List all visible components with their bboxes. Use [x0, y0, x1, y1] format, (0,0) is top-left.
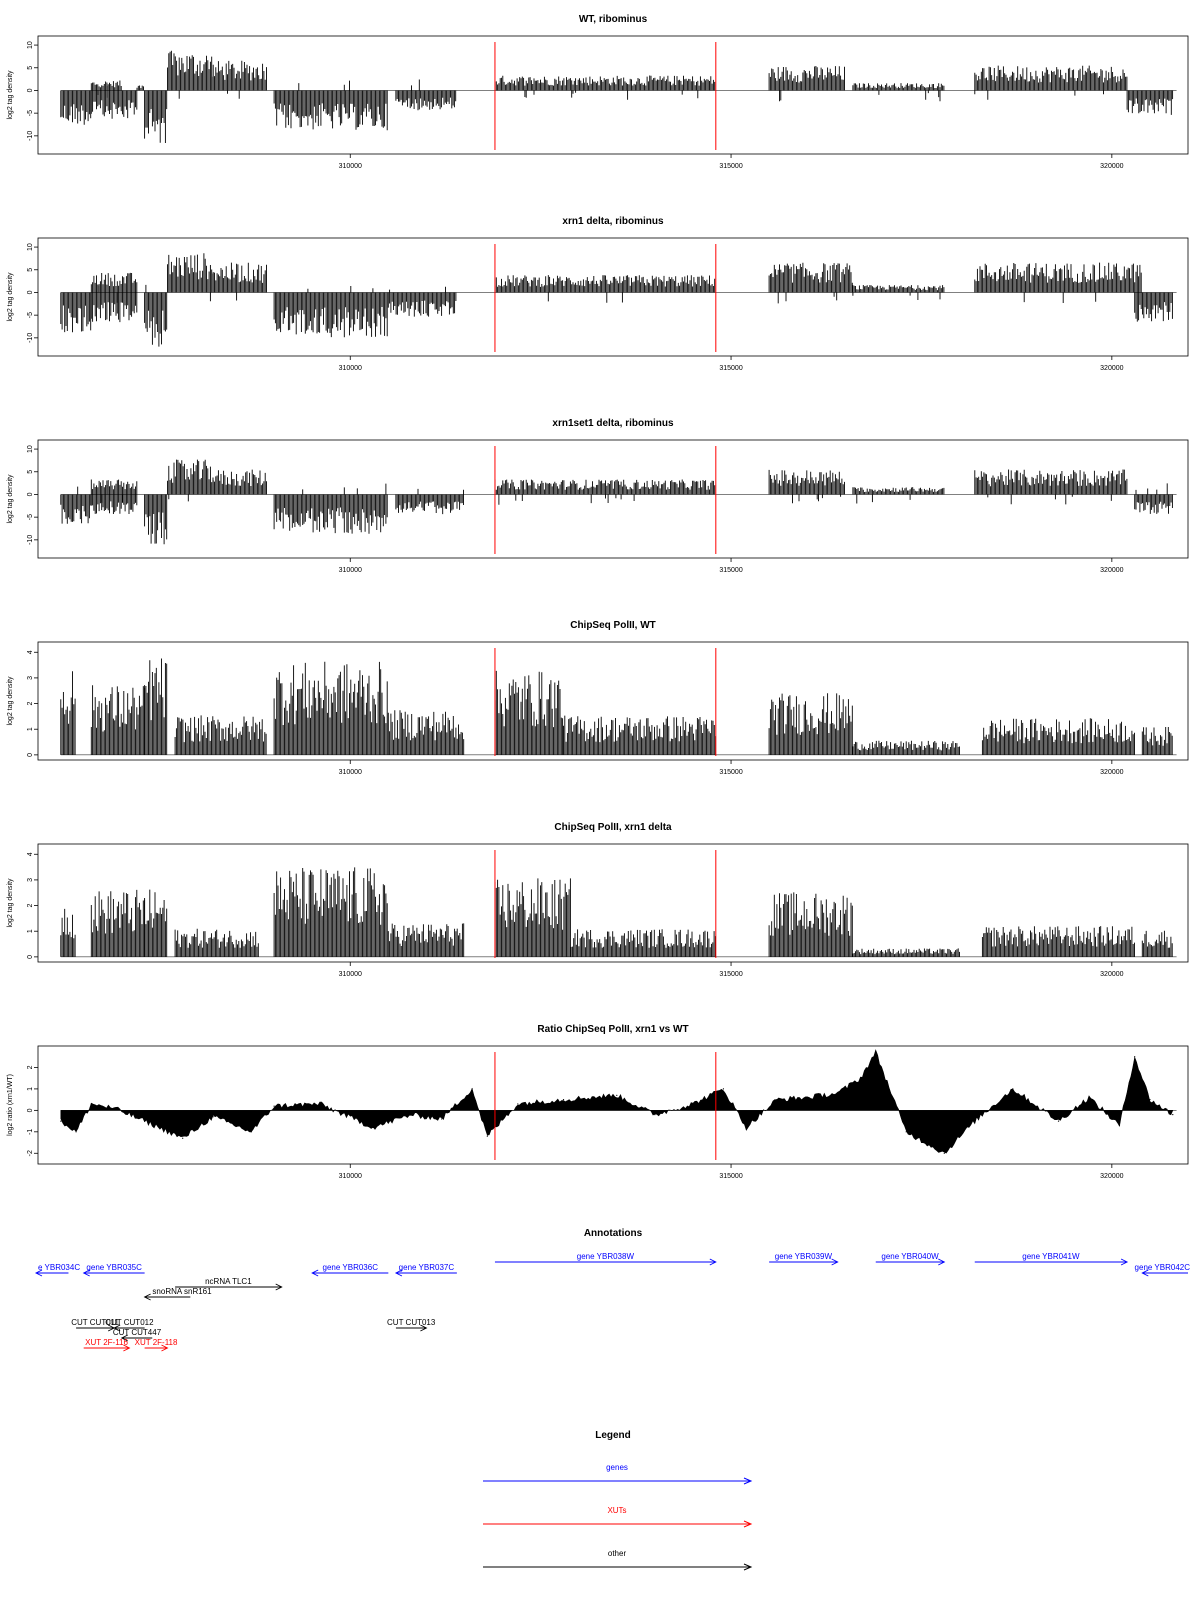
- ratio-point: [182, 1138, 183, 1139]
- ratio-point: [692, 1103, 693, 1104]
- legend-item-other: [483, 1549, 751, 1570]
- annotation-label: gene YBR035C: [86, 1263, 142, 1272]
- bar-mark: [1142, 727, 1172, 755]
- y-tick-label: 0: [27, 752, 34, 757]
- ratio-point: [906, 1131, 907, 1132]
- x-tick-label: 315000: [719, 163, 743, 170]
- bar-segment: [388, 923, 463, 957]
- annotation-label: snoRNA snR161: [152, 1287, 212, 1296]
- x-tick-label: 310000: [338, 163, 362, 170]
- ratio-point: [974, 1120, 975, 1121]
- x-tick-label: 310000: [338, 1173, 362, 1180]
- ratio-point: [1172, 1114, 1173, 1115]
- y-tick-label: 2: [27, 1065, 34, 1070]
- y-tick-label: 5: [27, 267, 34, 272]
- y-tick-label: -5: [27, 312, 34, 319]
- y-axis-label: log2 ratio (xrn1/WT): [7, 1074, 14, 1136]
- annotation-label: CUT CUT011: [71, 1318, 119, 1327]
- annotation-gene: [1135, 1263, 1191, 1276]
- bar-segment: [274, 81, 387, 131]
- ratio-point: [860, 1078, 861, 1079]
- y-tick-label: 1: [27, 929, 34, 934]
- y-tick-label: 1: [27, 1086, 34, 1091]
- y-tick-label: 5: [27, 65, 34, 70]
- x-tick-label: 310000: [338, 365, 362, 372]
- y-tick-label: -2: [27, 1150, 34, 1157]
- bar-mark: [91, 685, 144, 755]
- ratio-point: [1149, 1099, 1150, 1100]
- bar-mark: [145, 890, 167, 957]
- bar-mark: [495, 275, 715, 303]
- annotation-gene: [312, 1263, 388, 1276]
- bar-segment: [91, 81, 121, 98]
- bar-mark: [769, 892, 852, 957]
- legend-item-gene: [483, 1463, 751, 1484]
- bar-segment: [168, 51, 214, 99]
- bar-segment: [1135, 483, 1173, 514]
- bar-segment: [213, 470, 266, 495]
- ratio-point: [411, 1114, 412, 1115]
- annotation-label: gene YBR040W: [881, 1252, 939, 1261]
- bar-mark: [274, 81, 387, 131]
- bar-segment: [213, 263, 266, 301]
- annotation-label: XUT 2F-116: [85, 1338, 128, 1347]
- ratio-point: [472, 1088, 473, 1089]
- bar-mark: [388, 287, 456, 317]
- bar-mark: [975, 470, 1127, 505]
- x-tick-label: 310000: [338, 971, 362, 978]
- plot-frame: [38, 440, 1188, 558]
- x-tick-label: 320000: [1100, 1173, 1124, 1180]
- bar-mark: [61, 91, 91, 125]
- bar-mark: [853, 83, 944, 101]
- bar-segment: [274, 286, 387, 337]
- bar-mark: [1135, 483, 1173, 514]
- bar-segment: [495, 275, 715, 303]
- annotation-gene: [396, 1263, 457, 1276]
- ratio-point: [875, 1052, 876, 1053]
- annotation-other: [145, 1287, 212, 1300]
- ratio-point: [251, 1131, 252, 1132]
- bar-mark: [145, 285, 167, 347]
- ratio-point: [372, 1127, 373, 1128]
- bar-segment: [274, 484, 387, 534]
- bar-segment: [853, 83, 944, 101]
- panel-title: xrn1 delta, ribominus: [562, 216, 664, 227]
- ratio-point: [807, 1097, 808, 1098]
- bar-segment: [853, 948, 960, 957]
- bar-segment: [91, 86, 137, 119]
- ratio-point: [723, 1088, 724, 1089]
- annotation-label: gene YBR042C: [1134, 1263, 1190, 1272]
- bar-mark: [853, 487, 944, 503]
- annotation-other: [387, 1318, 436, 1331]
- x-tick-label: 310000: [338, 567, 362, 574]
- annotation-label: CUT CUT447: [112, 1328, 162, 1337]
- bar-mark: [396, 489, 464, 514]
- annotation-label: gene YBR037C: [398, 1263, 455, 1272]
- bar-mark: [388, 923, 463, 957]
- y-tick-label: 4: [27, 650, 34, 655]
- legend-label: other: [607, 1549, 627, 1558]
- panel-title: ChipSeq PolII, WT: [570, 620, 656, 631]
- ratio-point: [1119, 1125, 1120, 1126]
- ratio-point: [487, 1136, 488, 1137]
- ratio-point: [319, 1103, 320, 1104]
- bar-mark: [61, 671, 75, 755]
- bar-segment: [145, 285, 167, 347]
- bar-mark: [213, 263, 266, 301]
- bar-mark: [274, 484, 387, 534]
- bar-mark: [1127, 91, 1173, 115]
- ratio-point: [273, 1105, 274, 1106]
- ratio-area: [61, 1050, 1173, 1153]
- bar-mark: [495, 480, 715, 505]
- bar-segment: [61, 293, 91, 333]
- bar-mark: [145, 659, 167, 755]
- bar-mark: [168, 460, 214, 502]
- ratio-point: [75, 1131, 76, 1132]
- y-tick-label: -10: [27, 534, 34, 545]
- bar-segment: [396, 489, 464, 514]
- y-axis-label: log2 tag density: [7, 878, 14, 928]
- bar-mark: [571, 929, 715, 957]
- bar-mark: [769, 263, 852, 304]
- bar-mark: [145, 495, 167, 545]
- bar-segment: [1127, 91, 1173, 115]
- bar-mark: [495, 671, 563, 755]
- bar-segment: [975, 263, 1141, 303]
- y-tick-label: 2: [27, 701, 34, 706]
- bar-mark: [495, 878, 570, 957]
- x-tick-label: 315000: [719, 365, 743, 372]
- annotation-xut: [84, 1338, 130, 1351]
- bar-segment: [61, 487, 91, 524]
- y-tick-label: 10: [27, 243, 34, 251]
- annotation-gene: [876, 1252, 945, 1265]
- bar-segment: [145, 91, 167, 144]
- ratio-point: [616, 1095, 617, 1096]
- y-tick-label: -5: [27, 514, 34, 521]
- y-tick-label: 0: [27, 954, 34, 959]
- ratio-point: [91, 1103, 92, 1104]
- legend-title: Legend: [595, 1430, 631, 1441]
- bar-mark: [91, 86, 137, 119]
- y-tick-label: 3: [27, 675, 34, 680]
- annotation-label: gene YBR039W: [774, 1252, 833, 1261]
- y-tick-label: 5: [27, 469, 34, 474]
- annotation-label: e YBR034C: [38, 1263, 81, 1272]
- x-tick-label: 315000: [719, 769, 743, 776]
- y-axis-label: log2 tag density: [7, 70, 14, 120]
- bar-mark: [853, 948, 960, 957]
- bar-mark: [213, 470, 266, 495]
- bar-mark: [91, 81, 121, 98]
- bar-segment: [769, 892, 852, 957]
- panel-title: Ratio ChipSeq PolII, xrn1 vs WT: [537, 1024, 689, 1035]
- y-axis-label: log2 tag density: [7, 676, 14, 726]
- ratio-point: [441, 1118, 442, 1119]
- y-tick-label: -10: [27, 332, 34, 343]
- bar-segment: [975, 470, 1127, 505]
- annotation-gene: [36, 1263, 80, 1276]
- x-tick-label: 310000: [338, 769, 362, 776]
- bar-segment: [495, 480, 715, 505]
- y-tick-label: 4: [27, 852, 34, 857]
- bar-segment: [91, 890, 144, 957]
- bar-segment: [145, 659, 167, 755]
- bar-mark: [61, 487, 91, 524]
- bar-segment: [495, 76, 715, 100]
- annotation-label: gene YBR036C: [322, 1263, 378, 1272]
- ratio-point: [776, 1099, 777, 1100]
- ratio-point: [213, 1116, 214, 1117]
- bar-segment: [1142, 727, 1172, 755]
- bar-segment: [853, 487, 944, 503]
- bar-mark: [769, 66, 844, 101]
- bar-mark: [1142, 931, 1172, 957]
- bar-segment: [274, 662, 387, 755]
- bar-segment: [853, 741, 960, 755]
- bar-mark: [274, 867, 387, 957]
- bar-segment: [1135, 293, 1173, 322]
- ratio-point: [1058, 1120, 1059, 1121]
- bar-segment: [982, 926, 1134, 957]
- y-tick-label: 0: [27, 290, 34, 295]
- bar-segment: [1142, 931, 1172, 957]
- bar-segment: [91, 685, 144, 755]
- bar-segment: [175, 929, 258, 957]
- ratio-point: [60, 1120, 61, 1121]
- bar-mark: [388, 710, 463, 755]
- annotation-label: CUT CUT012: [105, 1318, 154, 1327]
- y-axis-label: log2 tag density: [7, 272, 14, 322]
- panel-6: [7, 1024, 1188, 1180]
- bar-mark: [564, 716, 716, 755]
- legend-label: XUTs: [607, 1506, 627, 1515]
- bar-segment: [769, 66, 844, 101]
- bar-mark: [175, 715, 266, 755]
- annotation-label: gene YBR038W: [576, 1252, 635, 1261]
- legend: [483, 1430, 751, 1570]
- y-tick-label: 1: [27, 727, 34, 732]
- ratio-point: [563, 1099, 564, 1100]
- ratio-point: [746, 1127, 747, 1128]
- y-tick-label: 2: [27, 903, 34, 908]
- bar-mark: [853, 741, 960, 755]
- y-tick-label: 0: [27, 492, 34, 497]
- bar-mark: [769, 693, 852, 755]
- annotation-label: gene YBR041W: [1022, 1252, 1080, 1261]
- y-tick-label: 3: [27, 877, 34, 882]
- ratio-point: [1134, 1056, 1135, 1057]
- bar-segment: [274, 867, 387, 957]
- panel-3: [7, 418, 1188, 574]
- bar-segment: [145, 890, 167, 957]
- y-tick-label: -5: [27, 110, 34, 117]
- annotation-gene: [84, 1263, 145, 1276]
- annotation-label: ncRNA TLC1: [205, 1277, 252, 1286]
- y-tick-label: -1: [27, 1128, 34, 1135]
- panel-1: [7, 14, 1188, 170]
- annotation-gene: [495, 1252, 716, 1265]
- bar-segment: [145, 495, 167, 545]
- bar-mark: [769, 470, 844, 503]
- bar-segment: [769, 263, 852, 304]
- bar-segment: [61, 671, 75, 755]
- ratio-point: [144, 1120, 145, 1121]
- bar-mark: [982, 926, 1134, 957]
- panel-title: ChipSeq PolII, xrn1 delta: [554, 822, 672, 833]
- bar-mark: [495, 76, 715, 100]
- bar-mark: [145, 91, 167, 144]
- bar-segment: [388, 287, 456, 317]
- bar-segment: [564, 716, 716, 755]
- bar-segment: [982, 718, 1134, 755]
- x-tick-label: 320000: [1100, 567, 1124, 574]
- ratio-point: [837, 1093, 838, 1094]
- bar-segment: [495, 878, 570, 957]
- legend-item-xut: [483, 1506, 751, 1527]
- legend-label: genes: [606, 1463, 628, 1472]
- x-tick-label: 315000: [719, 567, 743, 574]
- bar-segment: [769, 470, 844, 503]
- bar-mark: [396, 80, 456, 111]
- bar-mark: [274, 286, 387, 337]
- bar-mark: [975, 263, 1141, 303]
- annotation-gene: [975, 1252, 1127, 1265]
- bar-segment: [168, 460, 214, 502]
- y-tick-label: 0: [27, 88, 34, 93]
- panel-4: [7, 620, 1188, 776]
- bar-mark: [168, 51, 214, 99]
- annotation-xut: [135, 1338, 178, 1351]
- bar-mark: [274, 662, 387, 755]
- bar-segment: [213, 61, 266, 99]
- plot-frame: [38, 36, 1188, 154]
- bar-segment: [61, 91, 91, 125]
- bar-mark: [175, 929, 258, 957]
- annotation-label: CUT CUT013: [387, 1318, 436, 1327]
- x-tick-label: 320000: [1100, 163, 1124, 170]
- ratio-point: [1012, 1088, 1013, 1089]
- y-axis-label: log2 tag density: [7, 474, 14, 524]
- panel-2: [7, 216, 1188, 372]
- bar-mark: [61, 909, 75, 957]
- x-tick-label: 320000: [1100, 971, 1124, 978]
- x-tick-label: 315000: [719, 1173, 743, 1180]
- bar-mark: [1135, 293, 1173, 322]
- bar-segment: [769, 693, 852, 755]
- bar-segment: [175, 715, 266, 755]
- bar-segment: [168, 253, 214, 301]
- y-tick-label: 10: [27, 41, 34, 49]
- bar-mark: [213, 61, 266, 99]
- bar-segment: [61, 909, 75, 957]
- x-tick-label: 320000: [1100, 365, 1124, 372]
- bar-mark: [168, 253, 214, 301]
- bar-mark: [61, 293, 91, 333]
- bar-segment: [571, 929, 715, 957]
- panel-5: [7, 822, 1188, 978]
- panel-title: xrn1set1 delta, ribominus: [552, 418, 674, 429]
- annotations-panel: [36, 1228, 1190, 1351]
- annotation-label: XUT 2F-118: [134, 1338, 178, 1347]
- annotation-gene: [769, 1252, 838, 1265]
- bar-segment: [137, 86, 144, 91]
- annotations-title: Annotations: [583, 1228, 643, 1239]
- ratio-point: [654, 1114, 655, 1115]
- bar-mark: [91, 890, 144, 957]
- y-tick-label: 0: [27, 1108, 34, 1113]
- x-tick-label: 315000: [719, 971, 743, 978]
- y-tick-label: -10: [27, 130, 34, 141]
- x-tick-label: 320000: [1100, 769, 1124, 776]
- bar-mark: [137, 86, 144, 91]
- ratio-point: [1088, 1097, 1089, 1098]
- panel-title: WT, ribominus: [578, 14, 648, 25]
- bar-segment: [388, 710, 463, 755]
- ratio-point: [114, 1108, 115, 1109]
- ratio-point: [944, 1153, 945, 1154]
- bar-mark: [975, 66, 1127, 100]
- y-tick-label: 10: [27, 445, 34, 453]
- bar-segment: [975, 66, 1127, 100]
- bar-segment: [396, 80, 456, 111]
- bar-segment: [495, 671, 563, 755]
- bar-mark: [982, 718, 1134, 755]
- ratio-point: [517, 1103, 518, 1104]
